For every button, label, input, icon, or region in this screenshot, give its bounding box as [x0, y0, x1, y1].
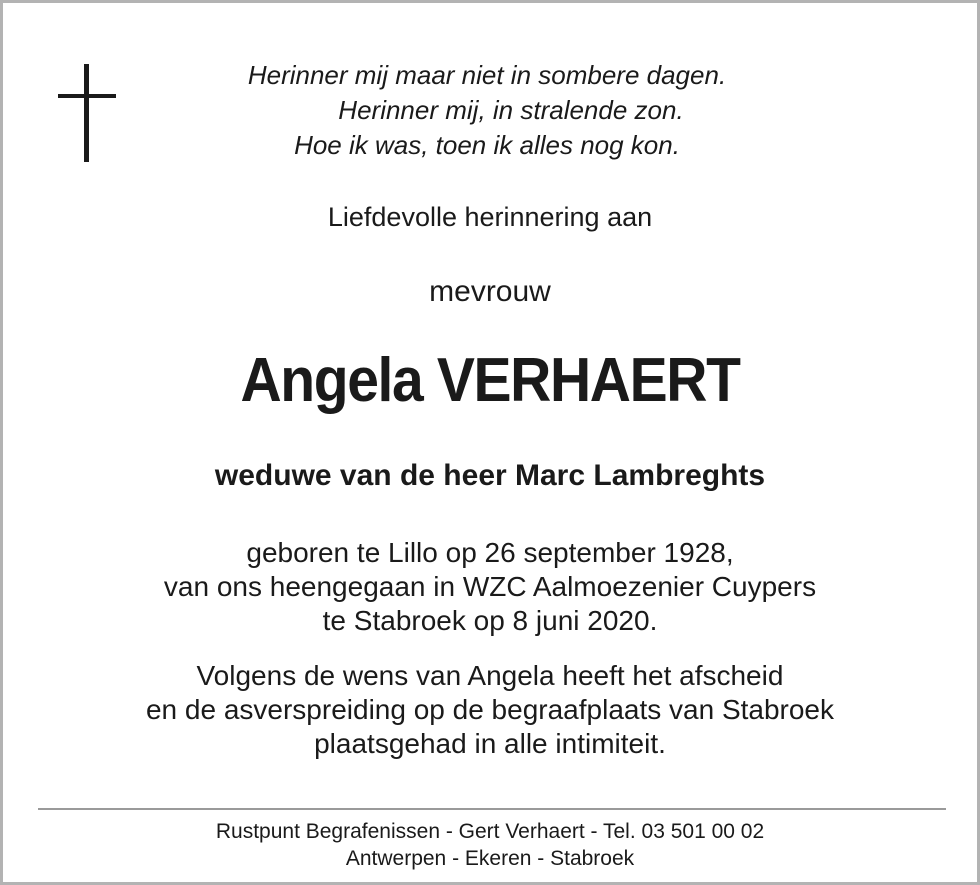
footer-line: Rustpunt Begrafenissen - Gert Verhaert - Tel. 03 501 00 02	[215, 820, 765, 843]
poem-line: Hoe ik was, toen ik alles nog kon.	[294, 130, 680, 160]
intro-text: Liefdevolle herinnering aan	[327, 202, 653, 232]
farewell-line: plaatsgehad in alle intimiteit.	[314, 728, 666, 759]
poem-line: Herinner mij maar niet in sombere dagen.	[247, 60, 727, 90]
details-line: van ons heengegaan in WZC Aalmoezenier Cuypers	[163, 571, 817, 602]
farewell-line: Volgens de wens van Angela heeft het afscheid	[196, 660, 784, 691]
deceased-name: Angela VERHAERT	[240, 346, 740, 415]
divider	[38, 808, 946, 810]
details-line: geboren te Lillo op 26 september 1928,	[246, 537, 734, 568]
details-line: te Stabroek op 8 juni 2020.	[322, 605, 658, 636]
funeral-home-footer	[3, 818, 977, 872]
footer-line: Antwerpen - Ekeren - Stabroek	[345, 847, 635, 870]
farewell-text	[3, 659, 977, 761]
farewell-line: en de asverspreiding op de begraafplaats van Stabroek	[145, 694, 835, 725]
poem-line: Herinner mij, in stralende zon.	[338, 95, 684, 125]
widow-line: weduwe van de heer Marc Lambreghts	[214, 459, 766, 492]
honorific: mevrouw	[429, 275, 551, 308]
life-details	[3, 536, 977, 638]
poem	[3, 58, 977, 163]
